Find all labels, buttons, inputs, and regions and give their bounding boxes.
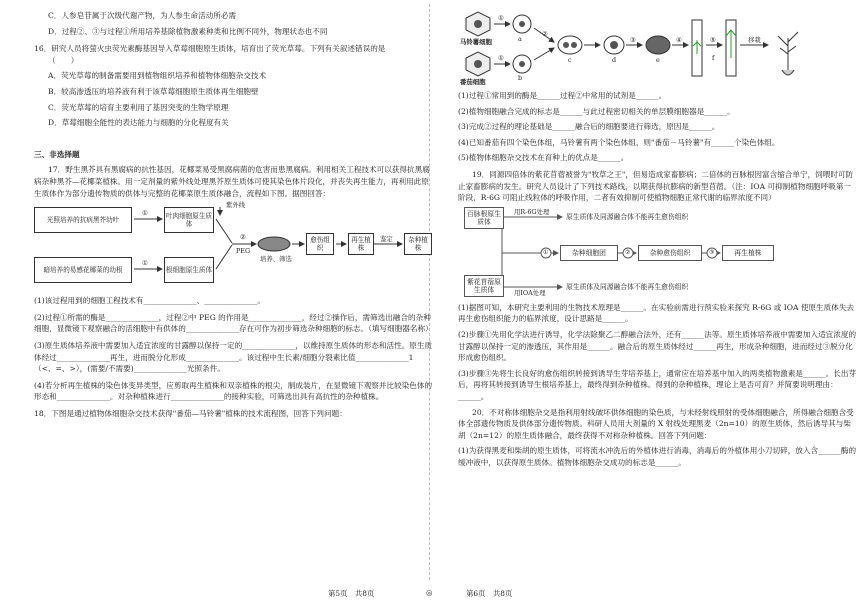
- question-17-1: (1)该过程用到的细胞工程技术有______________、______________。: [34, 296, 265, 306]
- question-19: 19．同源四倍体的紫花苜蓿被誉为"牧草之王"，但易造成家畜膨病；二倍体的百脉根因富含缩合单宁，饲喂时可防止家畜膨病的发生。研究人员设计了下列技术路线，以期获得抗膨病的新型苜蓿。（注：IOA 可抑制植物细胞呼吸第一阶段，R-6G 可阻止线粒体的呼吸作用，二者有效抑制可使植物细胞正常代谢的临界浓度不同）: [458, 169, 854, 203]
- fig17-ident: 鉴定: [380, 235, 393, 244]
- section-heading: 三、非选择题: [34, 149, 80, 159]
- fig18-step2: ②: [542, 30, 548, 38]
- fig17-screen: 培养、筛选: [260, 255, 292, 264]
- left-page: [34, 10, 434, 419]
- fig18-e: e: [656, 56, 660, 64]
- fig17-blackmustard-leaf: 光照培养的抗病黑芥幼叶: [34, 207, 132, 233]
- fig17-peg: PEG: [236, 247, 251, 256]
- fig18-d: d: [612, 56, 617, 64]
- question-18-1: (1)过程①常用到的酶是______过程②中常用的试剂是______。: [458, 91, 667, 100]
- question-18-3: (3)完成②过程的理论基础是______融合后的细胞要进行筛选，原因是______。: [458, 122, 720, 132]
- fig17-regen-plant: 再生植株: [348, 233, 374, 255]
- fig17-root-protoplast: 根细胞原生质体: [164, 257, 214, 283]
- fig17-step1-bottom: ①: [142, 259, 148, 268]
- footer-left-page-number: 第5页 共8页: [328, 589, 375, 598]
- question-18-4: (4)已知番茄有四个染色体组，马铃薯有两个染色体组，则"番茄－马铃薯"有______个染色体组。: [458, 137, 780, 147]
- question-18-2: (2)植物细胞融合完成的标志是______与此过程密切相关的单层膜细胞器是______。: [458, 106, 735, 116]
- footer-right-page-number: 第6页 共8页: [466, 589, 513, 598]
- fig18-step4: ④: [676, 36, 682, 44]
- fig19-r6g: 用R-6G处理: [514, 207, 550, 216]
- fig17-uv-label: 紫外线: [226, 201, 246, 210]
- question-16-paren: （ ）: [48, 55, 79, 65]
- fig17-hybrid-plant: 杂种植株: [404, 233, 432, 255]
- question-19-1: (1)据图可知，本研究主要利用的生物技术原理是______。在实验前需进行预实验来探究 R-6G 或 IOA 使原生质体失去再生愈伤组织能力的临界浓度，设计思路是______。: [458, 302, 855, 324]
- question-19-2: (2)步骤①先用化学法进行诱导，化学法除聚乙二醇融合法外，还有______法等。原生质体培养液中需要加入适宜浓度的甘露醇以保持一定的渗透压，其作用是______。融合后的原生质体经过______再生，形成杂种细胞，进而经过③脱分化形成愈伤组织。: [458, 329, 857, 363]
- fig18-c: c: [568, 56, 572, 64]
- fig19-baimai-protoplast: 百脉根原生质体: [464, 207, 504, 229]
- fig19-regen-plant: 再生植株: [722, 245, 774, 261]
- option-c-15: C．人参皂苷属于次级代谢产物，为人参生命活动所必需: [48, 11, 237, 20]
- fig19-hybrid-cell-mass: 杂种细胞团: [560, 245, 618, 261]
- figure-19: [458, 207, 858, 299]
- question-18-5: (5)植物体细胞杂交技术在育种上的优点是______。: [458, 153, 629, 163]
- fig18-tomato-label: 番茄细胞: [460, 78, 486, 86]
- fig18-f: f: [712, 54, 715, 62]
- footer-binding-mark: ◎: [426, 588, 433, 597]
- option-d-15: D．过程②、③与过程①所用培养基除植物激素种类和比例不同外，物理状态也不同: [48, 26, 328, 36]
- fig18-a: a: [518, 35, 522, 43]
- figure-18: [458, 10, 858, 88]
- question-17-3: (3)原生质体培养液中需要加入适宜浓度的甘露醇以保持一定的______________，以维持原生质体的形态和活性。原生质体经过______________再生，进而脱分化形成______________。该过程中生长素/细胞分裂素比值______________1（<、=、>），(需要/不需要)______________光照条件。: [34, 340, 433, 374]
- fig19-nofuse-2: 原生质体及同源融合体不能再生愈伤组织: [566, 282, 689, 291]
- fig18-transplant: 移栽: [748, 36, 761, 44]
- question-20-1: (1)为获得黑麦和柴胡的原生质体，可将流水冲洗后的外植体进行消毒，消毒后的外植体用小刀切碎，放入含______酶的缓冲液中，以获得原生质体。植物体细胞杂交成功的标志是______。: [458, 446, 857, 467]
- question-20: 20．不对称体细胞杂交是指利用射线破坏供体细胞的染色质，与未经射线照射的受体细胞融合，所得融合细胞含受体全部遗传物质及供体部分遗传物质。科研人员用大剂量的 X 射线处理黑麦（2n=10）的原生质体，然后诱导其与柴胡（2n=12）的原生质体融合，最终获得不对称杂种植株。回答下列问题：: [458, 407, 854, 440]
- fig19-hybrid-callus: 杂种愈伤组织: [638, 245, 702, 261]
- fig17-step2: ②: [240, 233, 246, 242]
- question-17: 17．野生黑芥具有黑腐病的抗性基因，花椰菜易受黑腐病菌的危害而患黑腐病。利用相关工程技术可以获得抗黑腐病杂种黑芥—花椰菜植株。用一定剂量的紫外线处理黑芥原生质体可使其染色体片段化，并丧失再生能力，再利用此原生质体作为部分遗传物质的供体与完整的花椰菜原生质体融合，流程如下图。据图回答：: [34, 165, 430, 198]
- question-16: 16．研究人员将萤火虫荧光素酶基因导入草莓细胞原生质体，培育出了荧光草莓。下列有关叙述错误的是: [34, 44, 386, 54]
- option-b-16: B．较高渗透压的培养液有利于该草莓细胞原生质体再生细胞壁: [48, 86, 259, 96]
- fig18-step1-bottom: ①: [498, 54, 504, 62]
- question-17-2: (2)过程①所需的酶是______________，过程②中 PEG 的作用是______________，经过②操作后，需筛选出融合的杂种细胞，显微镜下观察融合的活细胞中有供体的______________存在可作为初步筛选杂种细胞的标志。（填写细胞器名称）: [34, 312, 433, 334]
- fig19-nofuse-1: 原生质体及同源融合体不能再生愈伤组织: [566, 212, 689, 221]
- fig18-b: b: [518, 74, 523, 82]
- fig19-c1: ①: [543, 248, 549, 256]
- fig17-callus: 愈伤组织: [306, 233, 334, 255]
- fig19-c2: ②: [625, 248, 631, 256]
- fig17-step1-top: ①: [142, 209, 148, 218]
- question-18: 18．下图是通过植物体细胞杂交技术获得"番茄—马铃薯"植株的技术流程图，回答下列问题：: [34, 408, 347, 418]
- option-c-16: C．荧光草莓的培育主要利用了基因突变的生物学原理: [48, 102, 229, 112]
- fig18-step1-top: ①: [498, 14, 504, 22]
- fig19-zihua-protoplast: 紫花苜蓿原生质体: [464, 275, 504, 297]
- fig19-ioa: 用IOA处理: [514, 288, 546, 297]
- right-page: [458, 10, 858, 468]
- question-17-4: (4)若分析再生植株的染色体变异类型，应剪取再生植株和双亲植株的根尖，制成装片，在显微镜下观察并比较染色体的形态和______________。对杂种植株进行______________的接种实验，可筛选出具有高抗性的杂种植株。: [34, 380, 433, 402]
- option-d-16: D．草莓细胞全能性的表达能力与细胞的分化程度有关: [48, 118, 229, 128]
- fig17-mesophyll-protoplast: 叶肉细胞原生质体: [164, 207, 214, 233]
- figure-17: [34, 203, 434, 291]
- fig18-potato-label: 马铃薯细胞: [460, 38, 492, 46]
- fig18-step5: ⑤: [710, 36, 716, 44]
- question-19-3: (3)步骤③先将生长良好的愈伤组织转接到诱导生芽培养基上，通常应在培养基中加入的两类植物激素是______。长出芽后，再将其转接到诱导生根培养基上，最终得到杂种植株。得到的杂种植株，理论上是否可育？并简要说明理由：______。: [458, 368, 857, 401]
- fig18-step3: ③: [630, 36, 636, 44]
- option-a-16: A．荧光草莓的制备需要用到植物组织培养和植物体细胞杂交技术: [48, 71, 267, 81]
- fig17-cauliflower-root: 暗培养的易感花椰菜的幼根: [34, 257, 132, 283]
- fig19-c3: ③: [709, 248, 715, 256]
